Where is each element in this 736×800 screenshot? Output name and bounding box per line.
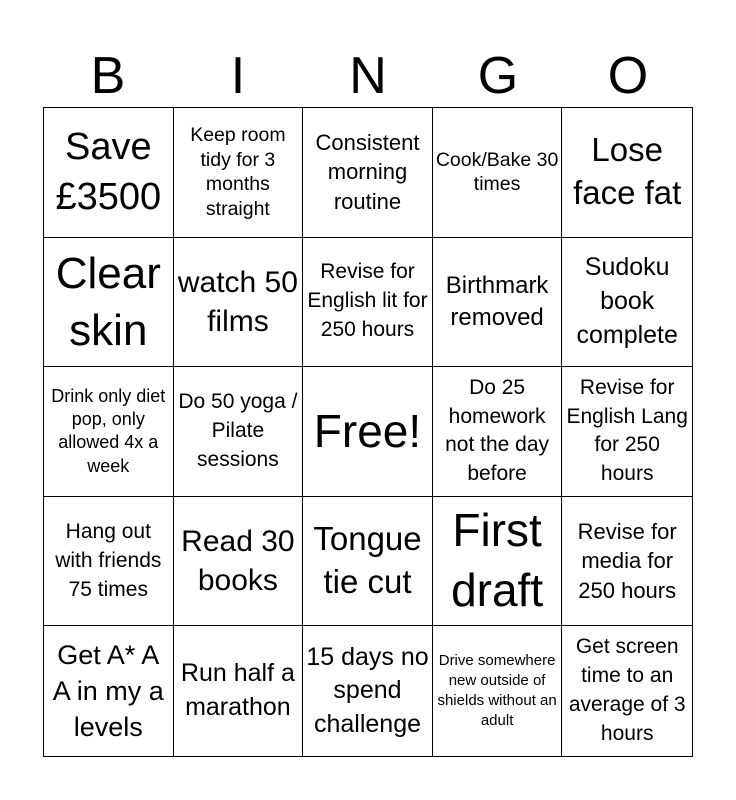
bingo-cell[interactable]: Revise for English lit for 250 hours — [303, 238, 433, 368]
bingo-cell[interactable]: Do 50 yoga / Pilate sessions — [174, 367, 304, 497]
bingo-cell[interactable]: Run half a marathon — [174, 626, 304, 756]
bingo-cell[interactable]: Clear skin — [44, 238, 174, 368]
bingo-board — [43, 107, 693, 757]
bingo-cell[interactable]: Revise for English Lang for 250 hours — [562, 367, 692, 497]
bingo-cell[interactable]: Get A* A A in my a levels — [44, 626, 174, 756]
bingo-header — [43, 45, 693, 107]
bingo-cell[interactable]: Read 30 books — [174, 497, 304, 627]
bingo-cell[interactable]: Cook/Bake 30 times — [433, 108, 563, 238]
bingo-cell[interactable]: Consistent morning routine — [303, 108, 433, 238]
bingo-cell[interactable]: watch 50 films — [174, 238, 304, 368]
bingo-cell[interactable]: Tongue tie cut — [303, 497, 433, 627]
header-letter-n: N — [349, 47, 387, 105]
bingo-cell[interactable]: Drive somewhere new outside of shields without an adult — [433, 626, 563, 756]
header-letter-o: O — [607, 47, 649, 105]
bingo-cell[interactable]: Save £3500 — [44, 108, 174, 238]
bingo-cell[interactable]: Get screen time to an average of 3 hours — [568, 635, 686, 746]
bingo-cell[interactable]: Hang out with friends 75 times — [44, 497, 174, 627]
bingo-cell[interactable]: Do 25 homework not the day before — [433, 367, 563, 497]
bingo-cell[interactable]: Drink only diet pop, only allowed 4x a week — [44, 367, 174, 497]
bingo-cell[interactable]: 15 days no spend challenge — [303, 626, 433, 756]
bingo-cell[interactable]: Birthmark removed — [433, 238, 563, 368]
bingo-cell[interactable]: First draft — [433, 497, 563, 627]
header-letter-b: B — [90, 47, 126, 105]
bingo-cell[interactable]: Lose face fat — [562, 108, 692, 238]
header-letter-g: G — [477, 47, 519, 105]
bingo-cell[interactable]: Revise for media for 250 hours — [562, 497, 692, 627]
header-letter-i: I — [230, 47, 246, 105]
bingo-cell[interactable]: Sudoku book complete — [562, 238, 692, 368]
free-space[interactable]: Free! — [303, 367, 433, 497]
bingo-cell[interactable]: Keep room tidy for 3 months straight — [174, 108, 304, 238]
